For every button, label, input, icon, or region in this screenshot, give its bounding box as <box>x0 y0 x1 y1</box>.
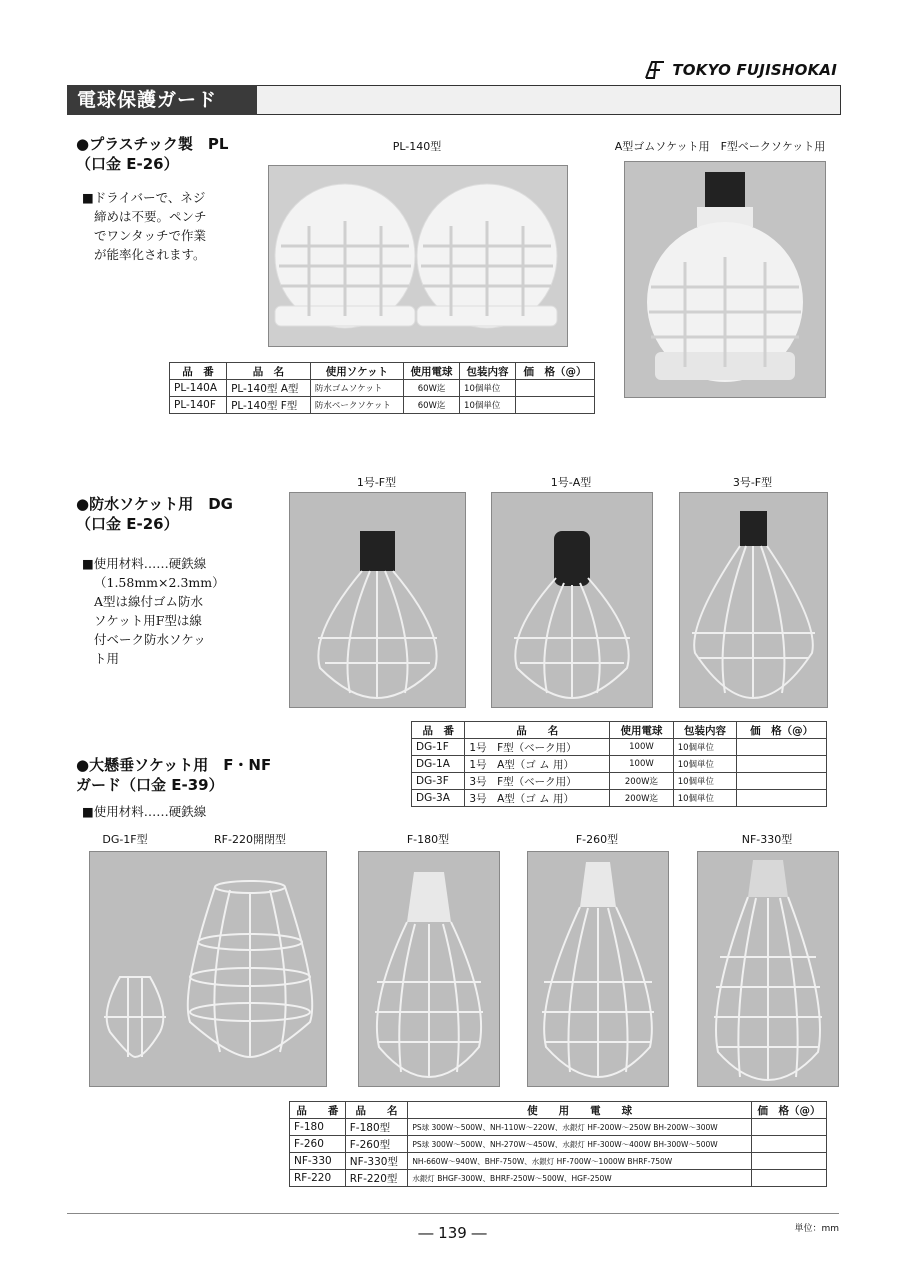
desc-line: 締めは不要。ペンチ <box>94 209 207 224</box>
col-header: 包装内容 <box>460 363 516 380</box>
wire-guard-icon <box>680 493 827 707</box>
wire-guard-icon <box>492 493 652 707</box>
caption-f-180: F-180型 <box>406 833 450 846</box>
cell: DG-3A <box>412 790 465 807</box>
section-title-bar <box>67 85 841 115</box>
caption-dg-1f-small: DG-1F型 <box>102 833 148 846</box>
cell <box>752 1136 827 1153</box>
table-header-row <box>170 363 595 380</box>
caption-dg-3f: 3号-F型 <box>732 476 773 489</box>
wire-guard-icon <box>528 852 668 1086</box>
col-header: 品 名 <box>227 363 311 380</box>
cell: 水銀灯 BHGF-300W、BHRF-250W～500W、HGF-250W <box>408 1170 752 1187</box>
cell: NF-330型 <box>345 1153 408 1170</box>
table-row <box>412 790 827 807</box>
table-row <box>412 773 827 790</box>
footer-divider <box>67 1213 839 1214</box>
cell: 60W迄 <box>404 380 460 397</box>
wire-guard-icon <box>359 852 499 1086</box>
col-header: 価 格（@） <box>515 363 594 380</box>
col-header: 価 格（@） <box>752 1102 827 1119</box>
col-header: 価 格（@） <box>737 722 827 739</box>
cell: 10個単位 <box>673 773 737 790</box>
cell <box>737 756 827 773</box>
cell: F-180 <box>290 1119 346 1136</box>
pl-description <box>82 188 207 264</box>
col-header: 使用電球 <box>610 722 674 739</box>
desc-line: でワンタッチで作業 <box>94 228 207 243</box>
desc-line: ■使用材料……硬鉄線 <box>82 804 207 819</box>
col-header: 使 用 電 球 <box>408 1102 752 1119</box>
dg-title-line1: ●防水ソケット用 DG <box>76 495 233 513</box>
fujishokai-logo-icon <box>644 60 666 80</box>
cell: 100W <box>610 739 674 756</box>
caption-dg-1a: 1号-A型 <box>550 476 592 489</box>
cell: 3号 F型（ベーク用） <box>465 773 610 790</box>
photo-f-180 <box>358 851 500 1087</box>
cell <box>515 397 594 414</box>
dg-table <box>411 721 827 807</box>
col-header: 使用電球 <box>404 363 460 380</box>
nf-description <box>82 802 206 821</box>
cell: F-180型 <box>345 1119 408 1136</box>
photo-dg-3f <box>679 492 828 708</box>
cell: PL-140型 F型 <box>227 397 311 414</box>
cell: DG-1A <box>412 756 465 773</box>
cell: 10個単位 <box>460 397 516 414</box>
nf-table <box>289 1101 827 1187</box>
table-row <box>170 380 595 397</box>
cell: 1号 A型（ゴ ム 用） <box>465 756 610 773</box>
caption-dg-1f: 1号-F型 <box>356 476 397 489</box>
cell: DG-1F <box>412 739 465 756</box>
cell: 200W迄 <box>610 773 674 790</box>
table-header-row <box>412 722 827 739</box>
desc-line: ト用 <box>94 651 120 666</box>
cell <box>752 1119 827 1136</box>
photo-f-260 <box>527 851 669 1087</box>
brand-logo <box>644 60 837 80</box>
cell: PS球 300W～500W、NH-270W～450W、水銀灯 HF-300W～400W BH-300W～500W <box>408 1136 752 1153</box>
dg-title <box>76 494 233 534</box>
cell: 10個単位 <box>460 380 516 397</box>
cell: 3号 A型（ゴ ム 用） <box>465 790 610 807</box>
page-number: ― 139 ― <box>418 1224 487 1242</box>
wire-guard-icon <box>698 852 838 1086</box>
cell <box>737 739 827 756</box>
nf-title-line2: ガード（口金 E-39） <box>76 776 224 794</box>
cell <box>737 790 827 807</box>
brand-name: TOKYO FUJISHOKAI <box>672 61 837 79</box>
desc-line: A型は線付ゴム防水 <box>94 594 204 609</box>
unit-note: 単位：mm <box>794 1224 839 1234</box>
desc-line: （1.58mm×2.3mm） <box>94 575 225 590</box>
col-header: 品 番 <box>170 363 227 380</box>
cell: RF-220型 <box>345 1170 408 1187</box>
table-row <box>290 1170 827 1187</box>
cell <box>515 380 594 397</box>
wire-guard-pair-icon <box>90 852 326 1086</box>
pl-title <box>76 134 228 174</box>
cell: PS球 300W～500W、NH-110W～220W、水銀灯 HF-200W～250W BH-200W～300W <box>408 1119 752 1136</box>
nf-title-line1: ●大懸垂ソケット用 F・NF <box>76 756 272 774</box>
cell: 1号 F型（ベーク用） <box>465 739 610 756</box>
desc-line: ■使用材料……硬鉄線 <box>82 556 207 571</box>
table-row <box>290 1119 827 1136</box>
cell: 防水ベークソケット <box>310 397 403 414</box>
col-header: 品 名 <box>465 722 610 739</box>
desc-line: ■ドライバーで、ネジ <box>82 190 206 205</box>
photo-nf-330 <box>697 851 839 1087</box>
dg-title-line2: （口金 E-26） <box>76 515 179 533</box>
cell: 10個単位 <box>673 739 737 756</box>
desc-line: ソケット用F型は線 <box>94 613 202 628</box>
cell: 10個単位 <box>673 790 737 807</box>
cell: PL-140A <box>170 380 227 397</box>
table-header-row <box>290 1102 827 1119</box>
cell: 防水ゴムソケット <box>310 380 403 397</box>
col-header: 包装内容 <box>673 722 737 739</box>
cell: NH-660W～940W、BHF-750W、水銀灯 HF-700W～1000W BHRF-750W <box>408 1153 752 1170</box>
col-header: 使用ソケット <box>310 363 403 380</box>
caption-pl-sockets: A型ゴムソケット用 F型ベークソケット用 <box>614 140 826 153</box>
cell: PL-140F <box>170 397 227 414</box>
cell: 60W迄 <box>404 397 460 414</box>
cell: 200W迄 <box>610 790 674 807</box>
plastic-guard-pair-icon <box>269 166 567 346</box>
cell <box>737 773 827 790</box>
dg-description <box>82 554 225 668</box>
caption-pl-140: PL-140型 <box>392 140 442 153</box>
cell <box>752 1153 827 1170</box>
cell: F-260型 <box>345 1136 408 1153</box>
desc-line: 付ベーク防水ソケッ <box>94 632 206 647</box>
table-row <box>412 739 827 756</box>
cell: 100W <box>610 756 674 773</box>
pl-table <box>169 362 595 414</box>
pl-title-line1: ●プラスチック製 PL <box>76 135 229 153</box>
wire-guard-icon <box>290 493 465 707</box>
col-header: 品 番 <box>290 1102 346 1119</box>
photo-dg-1f-rf-220 <box>89 851 327 1087</box>
table-row <box>290 1153 827 1170</box>
col-header: 品 番 <box>412 722 465 739</box>
photo-pl-140-socket <box>624 161 826 398</box>
nf-title <box>76 755 271 795</box>
table-row <box>412 756 827 773</box>
caption-f-260: F-260型 <box>575 833 619 846</box>
photo-dg-1f <box>289 492 466 708</box>
cell: 10個単位 <box>673 756 737 773</box>
photo-pl-140-pair <box>268 165 568 347</box>
cell <box>752 1170 827 1187</box>
table-row <box>290 1136 827 1153</box>
col-header: 品 名 <box>345 1102 408 1119</box>
pl-title-line2: （口金 E-26） <box>76 155 179 173</box>
cell: F-260 <box>290 1136 346 1153</box>
caption-nf-330: NF-330型 <box>741 833 793 846</box>
cell: DG-3F <box>412 773 465 790</box>
desc-line: が能率化されます。 <box>94 247 206 262</box>
plastic-guard-socket-icon <box>625 162 825 397</box>
cell: RF-220 <box>290 1170 346 1187</box>
photo-dg-1a <box>491 492 653 708</box>
table-row <box>170 397 595 414</box>
cell: NF-330 <box>290 1153 346 1170</box>
cell: PL-140型 A型 <box>227 380 311 397</box>
caption-rf-220: RF-220開閉型 <box>214 833 286 846</box>
page-title: 電球保護ガード <box>67 85 257 115</box>
